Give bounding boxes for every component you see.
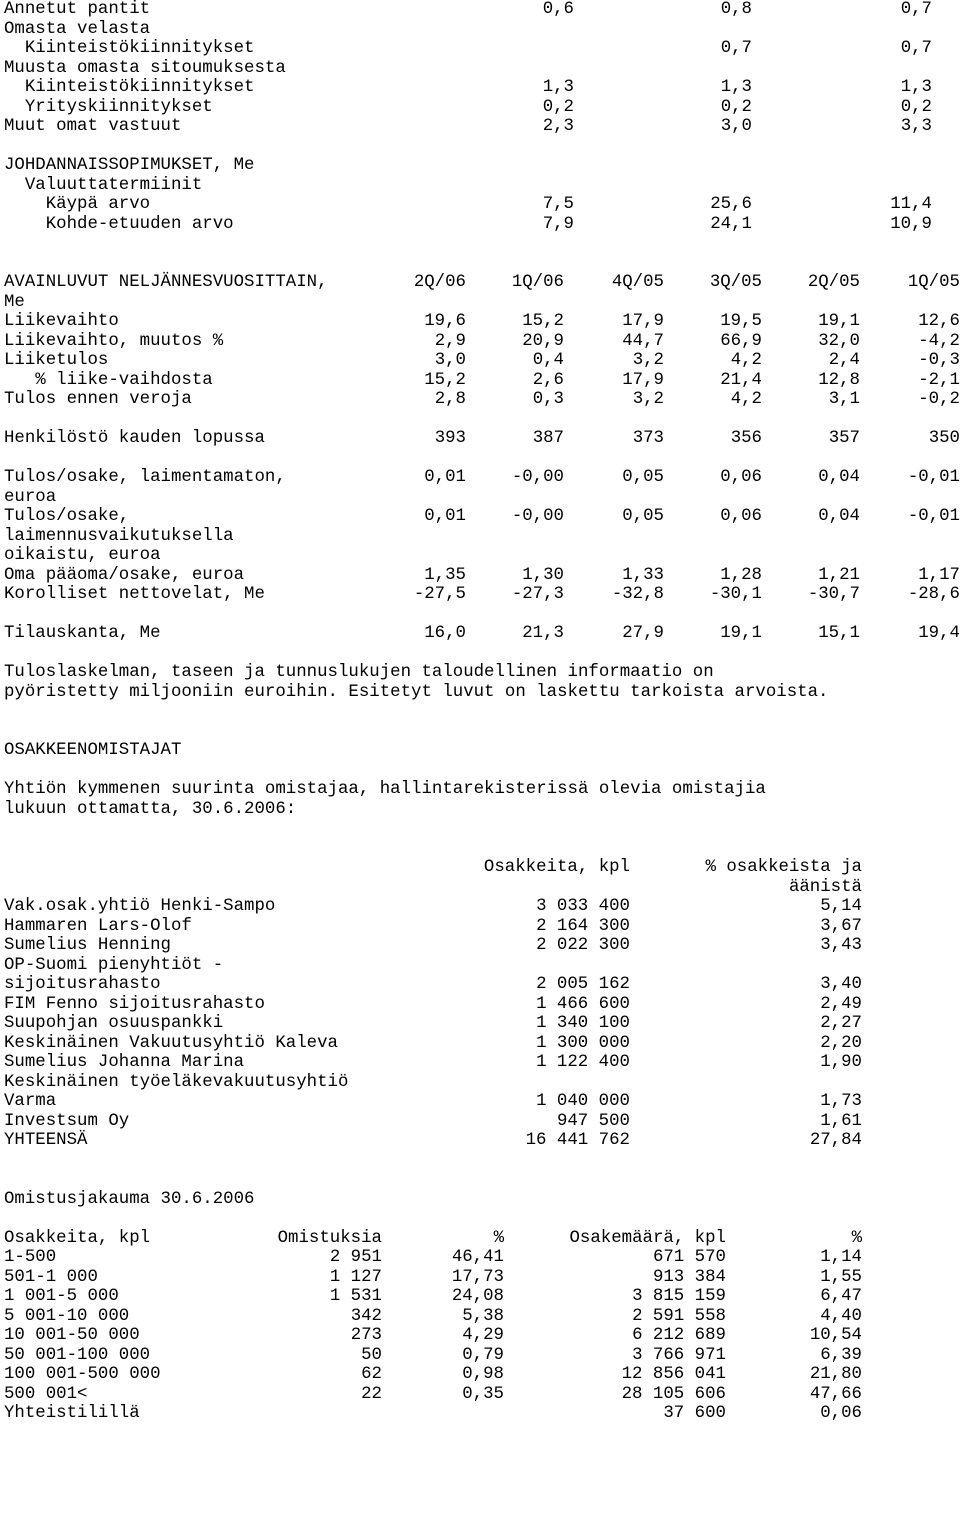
value-cell: 0,01 — [424, 468, 466, 487]
row-label: Tulos/osake, laimentamaton, — [4, 468, 286, 487]
shares-cell: 37 600 — [663, 1404, 726, 1423]
intro-line: lukuun ottamatta, 30.6.2006: — [4, 799, 297, 819]
row-label: Tulos/osake, — [4, 507, 130, 526]
table-row — [4, 585, 960, 605]
shareholders-section — [4, 741, 960, 1151]
pct-cell: 21,80 — [809, 1365, 862, 1384]
table-row — [4, 429, 960, 449]
distribution-section — [4, 1190, 960, 1424]
value-cell: -32,8 — [611, 585, 664, 604]
value-cell: 1,3 — [900, 78, 932, 97]
row-label: Liikevaihto, muutos % — [4, 331, 224, 351]
table-row — [4, 507, 960, 527]
table-row — [4, 1307, 960, 1327]
table-row — [4, 1053, 960, 1073]
shares-cell: 671 570 — [652, 1248, 726, 1267]
value-cell: -28,6 — [907, 585, 960, 604]
table-row — [4, 1365, 960, 1385]
owner-name: Varma — [4, 1092, 57, 1111]
column-header: 1Q/05 — [907, 273, 960, 292]
pct-cell: 0,98 — [462, 1365, 504, 1384]
value-cell: 16,0 — [424, 624, 466, 643]
value-cell: 7,5 — [542, 195, 574, 214]
value-cell: 0,01 — [424, 507, 466, 526]
row-label: Yrityskiinnitykset — [4, 97, 213, 117]
pct-cell: 17,73 — [451, 1267, 504, 1287]
pct-cell: 47,66 — [809, 1384, 862, 1404]
table-row — [4, 1287, 960, 1307]
value-cell: 15,1 — [818, 624, 860, 643]
value-cell: 0,05 — [622, 468, 664, 487]
value-cell: 3,0 — [720, 117, 752, 136]
table-row — [4, 936, 960, 956]
pct-cell: 6,39 — [820, 1345, 862, 1365]
shares-cell: 1 466 600 — [536, 994, 630, 1014]
table-row — [4, 1014, 960, 1034]
value-cell: 0,8 — [720, 0, 752, 19]
row-label: Omasta velasta — [4, 19, 151, 39]
column-header: Osakkeita, kpl — [4, 1228, 151, 1248]
shares-cell: 3 033 400 — [536, 897, 630, 916]
pct-cell: 1,14 — [820, 1248, 862, 1267]
column-header: % — [851, 1228, 862, 1248]
owners-cell: 1 127 — [329, 1267, 382, 1287]
value-cell: 1,30 — [522, 565, 564, 585]
table-row — [4, 468, 960, 488]
column-header: 2Q/06 — [413, 273, 466, 292]
table-row — [4, 1092, 960, 1112]
table-row — [4, 1034, 960, 1054]
shares-cell: 16 441 762 — [525, 1131, 630, 1150]
pct-cell: 24,08 — [451, 1287, 504, 1306]
owners-cell: 22 — [361, 1384, 382, 1404]
table-row — [4, 975, 960, 995]
range-cell: 500 001< — [4, 1384, 88, 1404]
value-cell: -2,1 — [918, 370, 960, 390]
value-cell: 1,17 — [918, 565, 960, 585]
row-label: Liikevaihto — [4, 312, 119, 331]
value-cell: 0,04 — [818, 468, 860, 487]
value-cell: 12,6 — [918, 312, 960, 331]
pct-cell: 3,67 — [820, 916, 862, 936]
value-cell: 357 — [828, 429, 860, 448]
value-cell: 350 — [928, 429, 960, 448]
value-cell: 373 — [632, 429, 664, 448]
value-cell: 1,3 — [542, 78, 574, 97]
value-cell: -0,2 — [918, 390, 960, 409]
table-row — [4, 390, 960, 410]
value-cell: 356 — [730, 429, 762, 448]
shares-cell: 947 500 — [556, 1111, 630, 1131]
table-row — [4, 624, 960, 644]
range-cell: Yhteistilillä — [4, 1404, 140, 1423]
table-row — [4, 1073, 960, 1093]
table-row — [4, 293, 960, 313]
value-cell: 2,6 — [532, 370, 564, 390]
row-label-continued: euroa — [4, 487, 57, 507]
owner-name: sijoitusrahasto — [4, 975, 161, 994]
value-cell: 19,1 — [720, 624, 762, 643]
value-cell: 3,2 — [632, 390, 664, 409]
row-label: Muut omat vastuut — [4, 117, 182, 136]
value-cell: 19,4 — [918, 624, 960, 643]
shares-cell: 2 164 300 — [536, 916, 630, 936]
row-label: Valuuttatermiinit — [4, 175, 203, 195]
value-cell: 1,33 — [622, 565, 664, 585]
column-header: 3Q/05 — [709, 273, 762, 292]
row-label: Oma pääoma/osake, euroa — [4, 565, 245, 585]
value-cell: 7,9 — [542, 214, 574, 234]
table-row — [4, 195, 960, 215]
value-cell: -30,7 — [807, 585, 860, 604]
value-cell: 387 — [532, 429, 564, 448]
table-row — [4, 527, 960, 547]
owner-name: YHTEENSÄ — [4, 1131, 88, 1150]
row-label: % liike-vaihdosta — [4, 370, 213, 390]
pct-cell: 3,40 — [820, 975, 862, 994]
value-cell: 21,4 — [720, 370, 762, 390]
value-cell: 0,04 — [818, 507, 860, 526]
owners-cell: 342 — [350, 1306, 382, 1326]
value-cell: -0,01 — [907, 507, 960, 526]
value-cell: 0,2 — [720, 97, 752, 117]
column-header: Osakemäärä, kpl — [569, 1228, 726, 1248]
value-cell: 0,2 — [542, 97, 574, 117]
table-row — [4, 956, 960, 976]
document-page — [4, 0, 960, 1424]
shares-cell: 1 040 000 — [536, 1092, 630, 1111]
table-row — [4, 566, 960, 586]
owner-name: Vak.osak.yhtiö Henki-Sampo — [4, 897, 276, 916]
value-cell: -0,01 — [907, 468, 960, 487]
value-cell: 2,8 — [434, 390, 466, 409]
owner-name: Suupohjan osuuspankki — [4, 1014, 224, 1033]
note-line: pyöristetty miljooniin euroihin. Esitetyt luvut on laskettu tarkoista arvoista. — [4, 682, 829, 702]
table-row — [4, 176, 960, 196]
pct-cell: 2,20 — [820, 1033, 862, 1053]
value-cell: 0,6 — [542, 0, 574, 19]
column-header: Omistuksia — [277, 1228, 382, 1248]
value-cell: 32,0 — [818, 331, 860, 351]
table-row — [4, 20, 960, 40]
value-cell: 2,9 — [434, 331, 466, 351]
value-cell: 393 — [434, 429, 466, 448]
pct-cell: 1,61 — [820, 1111, 862, 1131]
table-row — [4, 351, 960, 371]
shares-cell: 1 300 000 — [536, 1033, 630, 1053]
value-cell: 0,7 — [720, 39, 752, 58]
value-cell: 11,4 — [890, 195, 932, 214]
table-row — [4, 1326, 960, 1346]
column-header: 1Q/06 — [511, 273, 564, 292]
row-label: Kiinteistökiinnitykset — [4, 39, 255, 58]
shares-cell: 2 591 558 — [632, 1306, 726, 1326]
shares-cell: 6 212 689 — [632, 1326, 726, 1345]
shares-cell: 913 384 — [652, 1267, 726, 1287]
table-row — [4, 0, 960, 20]
pct-cell: 6,47 — [820, 1287, 862, 1306]
value-cell: 0,7 — [900, 39, 932, 58]
pct-cell: 46,41 — [451, 1248, 504, 1267]
value-cell: 1,21 — [818, 565, 860, 585]
value-cell: 1,35 — [424, 565, 466, 585]
value-cell: 17,9 — [622, 312, 664, 331]
value-cell: 15,2 — [522, 312, 564, 331]
quarterly-table — [4, 273, 960, 644]
pct-cell: 2,49 — [820, 994, 862, 1014]
value-cell: 27,9 — [622, 624, 664, 643]
pct-cell: 5,14 — [820, 897, 862, 916]
shares-cell: 3 766 971 — [632, 1345, 726, 1365]
value-cell: -30,1 — [709, 585, 762, 604]
intro-line: Yhtiön kymmenen suurinta omistajaa, hallintarekisterissä olevia omistajia — [4, 780, 766, 799]
value-cell: 4,2 — [730, 351, 762, 370]
value-cell: 21,3 — [522, 624, 564, 643]
value-cell: 19,6 — [424, 312, 466, 331]
shares-cell: 2 022 300 — [536, 936, 630, 955]
row-label: Tulos ennen veroja — [4, 390, 192, 409]
pct-cell: 2,27 — [820, 1014, 862, 1033]
row-label: Annetut pantit — [4, 0, 151, 19]
value-cell: -0,00 — [511, 468, 564, 487]
table-row — [4, 1346, 960, 1366]
table-row — [4, 215, 960, 235]
pct-cell: 1,55 — [820, 1267, 862, 1287]
value-cell: 3,3 — [900, 117, 932, 136]
table-row — [4, 371, 960, 391]
value-cell: 10,9 — [890, 214, 932, 234]
table-header-row — [4, 878, 960, 898]
table-row — [4, 98, 960, 118]
value-cell: 0,3 — [532, 390, 564, 409]
range-cell: 50 001-100 000 — [4, 1345, 151, 1365]
column-header: % — [493, 1228, 504, 1248]
owners-cell: 273 — [350, 1326, 382, 1345]
value-cell: 20,9 — [522, 331, 564, 351]
row-label: Tilauskanta, Me — [4, 624, 161, 643]
owner-name: Sumelius Johanna Marina — [4, 1053, 245, 1072]
owner-name: Sumelius Henning — [4, 936, 171, 955]
value-cell: -4,2 — [918, 331, 960, 351]
value-cell: 12,8 — [818, 370, 860, 390]
table-row — [4, 78, 960, 98]
range-cell: 100 001-500 000 — [4, 1365, 161, 1384]
table-row — [4, 332, 960, 352]
rounding-note — [4, 663, 960, 702]
value-cell: 0,05 — [622, 507, 664, 526]
value-cell: 0,2 — [900, 97, 932, 117]
pct-cell: 27,84 — [809, 1131, 862, 1150]
section-heading: Omistusjakauma 30.6.2006 — [4, 1189, 255, 1209]
value-cell: 0,06 — [720, 507, 762, 526]
row-label-continued: laimennusvaikutuksella — [4, 526, 234, 546]
owner-name: Keskinäinen työeläkevakuutusyhtiö — [4, 1072, 349, 1092]
value-cell: 66,9 — [720, 331, 762, 351]
range-cell: 1 001-5 000 — [4, 1287, 119, 1306]
owners-cell: 1 531 — [329, 1287, 382, 1306]
range-cell: 10 001-50 000 — [4, 1326, 140, 1345]
pct-cell: 1,90 — [820, 1053, 862, 1072]
table-row — [4, 1112, 960, 1132]
value-cell: -27,3 — [511, 585, 564, 604]
table-row — [4, 1404, 960, 1424]
column-header: Osakkeita, kpl — [483, 858, 630, 877]
value-cell: 3,2 — [632, 351, 664, 370]
owners-cell: 50 — [361, 1345, 382, 1365]
table-row — [4, 546, 960, 566]
table-header-row — [4, 273, 960, 293]
value-cell: 17,9 — [622, 370, 664, 390]
shares-cell: 1 122 400 — [536, 1053, 630, 1072]
value-cell: 24,1 — [710, 214, 752, 234]
table-header-row — [4, 858, 960, 878]
value-cell: 4,2 — [730, 390, 762, 409]
column-header: 4Q/05 — [611, 273, 664, 292]
value-cell: 0,7 — [900, 0, 932, 19]
row-label: Kohde-etuuden arvo — [4, 214, 234, 234]
commitments-table — [4, 0, 960, 234]
owner-name: FIM Fenno sijoitusrahasto — [4, 994, 265, 1014]
table-heading: AVAINLUVUT NELJÄNNESVUOSITTAIN, — [4, 273, 328, 292]
owner-name: Keskinäinen Vakuutusyhtiö Kaleva — [4, 1033, 338, 1053]
table-row — [4, 59, 960, 79]
pct-cell: 0,79 — [462, 1345, 504, 1365]
value-cell: 15,2 — [424, 370, 466, 390]
value-cell: 25,6 — [710, 195, 752, 214]
table-row — [4, 897, 960, 917]
value-cell: 19,5 — [720, 312, 762, 331]
value-cell: 2,3 — [542, 117, 574, 136]
table-row — [4, 1385, 960, 1405]
row-label: Muusta omasta sitoumuksesta — [4, 58, 286, 78]
row-label: Korolliset nettovelat, Me — [4, 585, 265, 604]
table-row — [4, 488, 960, 508]
value-cell: -27,5 — [413, 585, 466, 604]
table-row — [4, 156, 960, 176]
row-label: Käypä arvo — [4, 195, 151, 214]
table-row — [4, 1268, 960, 1288]
table-row — [4, 117, 960, 137]
column-header: % osakkeista ja — [705, 858, 862, 877]
value-cell: 3,1 — [828, 390, 860, 409]
owner-name: Investsum Oy — [4, 1111, 130, 1131]
table-total-row — [4, 1131, 960, 1151]
column-header: äänistä — [788, 877, 862, 897]
owners-cell: 2 951 — [329, 1248, 382, 1267]
pct-cell: 5,38 — [462, 1306, 504, 1326]
owner-name: Hammaren Lars-Olof — [4, 916, 192, 936]
row-label: Liiketulos — [4, 351, 109, 370]
column-header: 2Q/05 — [807, 273, 860, 292]
range-cell: 5 001-10 000 — [4, 1306, 130, 1326]
section-heading: JOHDANNAISSOPIMUKSET, Me — [4, 156, 255, 175]
table-row — [4, 995, 960, 1015]
section-heading: OSAKKEENOMISTAJAT — [4, 741, 182, 760]
pct-cell: 10,54 — [809, 1326, 862, 1345]
note-line: Tuloslaskelman, taseen ja tunnuslukujen taloudellinen informaatio on — [4, 663, 714, 682]
shares-cell: 1 340 100 — [536, 1014, 630, 1033]
table-row — [4, 312, 960, 332]
shares-cell: 2 005 162 — [536, 975, 630, 994]
table-header-row — [4, 1229, 960, 1249]
value-cell: 0,4 — [532, 351, 564, 370]
shares-cell: 28 105 606 — [621, 1384, 726, 1404]
table-row — [4, 1248, 960, 1268]
value-cell: 0,06 — [720, 468, 762, 487]
value-cell: 1,3 — [720, 78, 752, 97]
shares-cell: 3 815 159 — [632, 1287, 726, 1306]
value-cell: 44,7 — [622, 331, 664, 351]
range-cell: 1-500 — [4, 1248, 57, 1267]
value-cell: 1,28 — [720, 565, 762, 585]
shares-cell: 12 856 041 — [621, 1365, 726, 1384]
value-cell: 19,1 — [818, 312, 860, 331]
pct-cell: 1,73 — [820, 1092, 862, 1111]
row-label: Kiinteistökiinnitykset — [4, 78, 255, 97]
value-cell: -0,3 — [918, 351, 960, 370]
pct-cell: 4,40 — [820, 1306, 862, 1326]
pct-cell: 4,29 — [462, 1326, 504, 1345]
value-cell: 3,0 — [434, 351, 466, 370]
pct-cell: 3,43 — [820, 936, 862, 955]
row-label: Henkilöstö kauden lopussa — [4, 429, 265, 448]
pct-cell: 0,35 — [462, 1384, 504, 1404]
heading-unit: Me — [4, 292, 25, 312]
range-cell: 501-1 000 — [4, 1267, 98, 1287]
table-row — [4, 39, 960, 59]
row-label-continued: oikaistu, euroa — [4, 546, 161, 565]
value-cell: -0,00 — [511, 507, 564, 526]
owner-name: OP-Suomi pienyhtiöt - — [4, 955, 224, 975]
value-cell: 2,4 — [828, 351, 860, 370]
pct-cell: 0,06 — [820, 1404, 862, 1423]
owners-cell: 62 — [361, 1365, 382, 1384]
table-row — [4, 917, 960, 937]
